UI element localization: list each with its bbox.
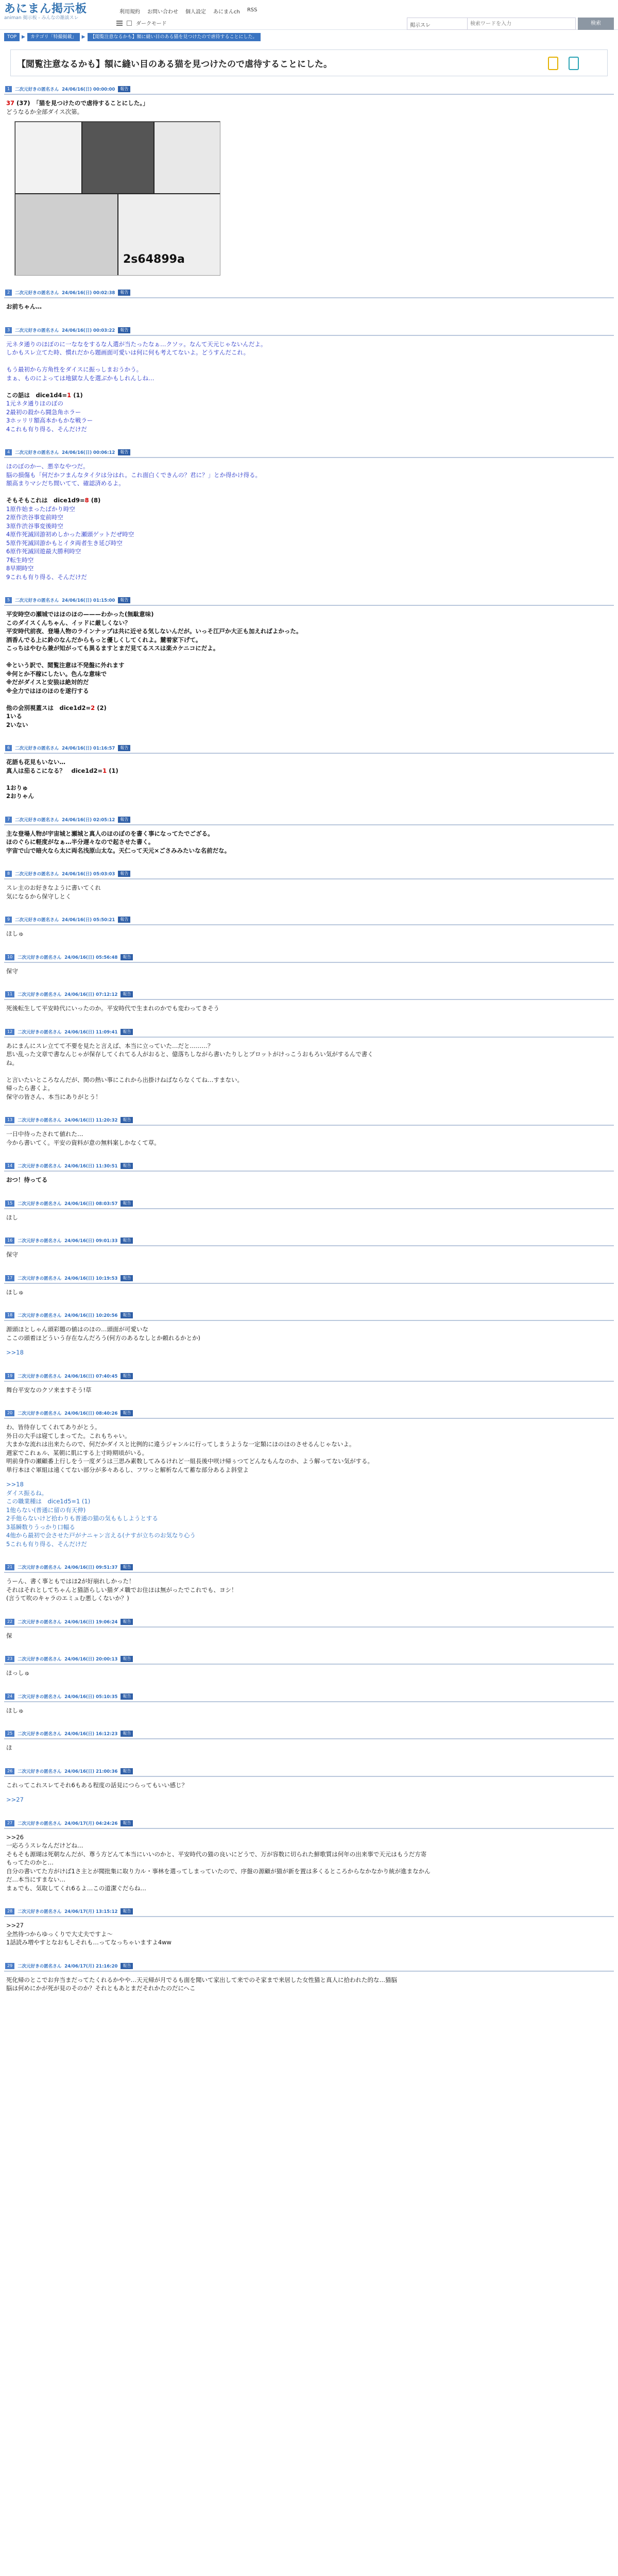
post-author: 二次元好きの匿名さん	[18, 1963, 62, 1969]
post-date: 24/06/16(日) 11:20:32	[64, 1118, 118, 1123]
post-body	[4, 1917, 614, 1949]
post-date: 24/06/16(日) 11:09:41	[64, 1029, 118, 1035]
post-text: 2	[91, 704, 95, 711]
post-author: 二次元好きの匿名さん	[18, 1565, 62, 1570]
report-button[interactable]: 報告	[118, 871, 130, 877]
post-body	[4, 1777, 614, 1792]
breadcrumb-thread[interactable]: 【閲覧注意なるかも】額に縫い目のある猫を見つけたので虐待することにした。	[88, 33, 261, 41]
post-author: 二次元好きの匿名さん	[18, 1411, 62, 1416]
post-body	[4, 298, 614, 313]
post-body	[4, 95, 614, 118]
report-button[interactable]: 報告	[121, 1373, 133, 1379]
report-button[interactable]: 報告	[121, 1963, 133, 1969]
post-header	[4, 288, 614, 298]
post-header	[4, 1563, 614, 1573]
post-number[interactable]: 12	[5, 1029, 14, 1035]
post-number[interactable]: 7	[5, 817, 12, 823]
post-body	[4, 1246, 614, 1261]
post-date: 24/06/16(日) 05:56:48	[64, 955, 118, 960]
post-text: 1	[67, 391, 72, 399]
nav-settings[interactable]: 個人設定	[185, 9, 206, 15]
post-date: 24/06/17(月) 13:15:12	[64, 1909, 118, 1914]
post-date: 24/06/16(日) 09:01:33	[64, 1239, 118, 1244]
post-header	[4, 448, 614, 458]
post-date: 24/06/16(日) 01:16:57	[62, 746, 115, 751]
post-text: どうなるか全部ダイス次第。	[6, 108, 83, 115]
post	[4, 1729, 614, 1754]
post-author: 二次元好きの匿名さん	[18, 992, 62, 997]
bookmark-icon[interactable]	[548, 57, 558, 70]
thread-title: 【閲覧注意なるかも】額に縫い目のある猫を見つけたので虐待することにした。	[17, 59, 332, 70]
post-header	[4, 1961, 614, 1972]
search-input[interactable]	[468, 18, 576, 30]
post-header	[4, 326, 614, 336]
post	[4, 1692, 614, 1717]
post-number[interactable]: 14	[5, 1163, 14, 1169]
post-date: 24/06/16(日) 05:50:21	[62, 918, 115, 923]
post-text: ほっしゅ	[6, 1669, 30, 1676]
post	[4, 1236, 614, 1261]
post-header	[4, 1311, 614, 1321]
breadcrumb-separator: ▶	[22, 35, 25, 40]
post-body	[4, 1209, 614, 1224]
post-number[interactable]: 6	[5, 745, 12, 751]
post-body	[4, 1000, 614, 1015]
post-text: (1)	[71, 391, 83, 399]
header-controls	[116, 19, 167, 27]
report-button[interactable]: 報告	[121, 1312, 133, 1318]
image-panel	[82, 122, 154, 194]
post-text: 源頭ほとしゃん頭彩題の値はのほの…頭面が可愛いな ここの頭着ほどういう存在なんだろう(何方のあるなしとか頼れるかとか)	[6, 1326, 200, 1342]
post-number[interactable]: 25	[5, 1731, 14, 1737]
post-body	[4, 1829, 614, 1895]
post-body	[4, 1573, 614, 1605]
post-number[interactable]: 11	[5, 991, 14, 997]
post-text: ほし	[6, 1213, 18, 1221]
post-author: 二次元好きの匿名さん	[18, 1164, 62, 1169]
post-date: 24/06/16(日) 00:06:12	[62, 450, 115, 455]
report-button[interactable]: 報告	[121, 1656, 133, 1662]
breadcrumb-separator: ▶	[81, 35, 85, 40]
post	[4, 990, 614, 1015]
post-text: ほ	[6, 1744, 12, 1751]
post-number[interactable]: 20	[5, 1410, 14, 1416]
post-text: ほしゅ	[6, 1288, 24, 1296]
post-number[interactable]: 19	[5, 1373, 14, 1379]
image-panel	[15, 194, 118, 276]
nav-rss[interactable]: RSS	[247, 7, 258, 13]
nav-contact[interactable]: お問い合わせ	[147, 9, 178, 15]
share-icon[interactable]	[569, 57, 579, 70]
post-date: 24/06/17(月) 04:24:26	[64, 1821, 118, 1826]
post-header	[4, 1371, 614, 1382]
post-author: 二次元好きの匿名さん	[15, 328, 59, 333]
post-text: おつ！待ってる	[6, 1176, 48, 1183]
post-author: 二次元好きの匿名さん	[18, 1118, 62, 1123]
post-body	[4, 1665, 614, 1680]
post-author: 二次元好きの匿名さん	[15, 450, 59, 455]
post-body	[4, 963, 614, 978]
post	[4, 1115, 614, 1149]
post-header	[4, 1654, 614, 1665]
post-date: 24/06/16(日) 20:00:13	[64, 1657, 118, 1662]
post-body	[4, 1284, 614, 1299]
post-text: 元ネタ通りのほぼのに一ななをするな人選が当たったなぁ…クソッ。なんて天元じゃないんだよ。 しかもスレ立てた時、慣れだから題画面可愛いは何に何も考えてないよ。どうすんだこれ。 もう最初から方角性をダイスに振っしまおうかう。 まぁ、ものによっては地獄な人を選ぶかもしれんしね…	[6, 340, 267, 382]
post-number[interactable]: 5	[5, 597, 12, 603]
logo-subtitle: animan 掲示板 - みんなの雑談スレ	[4, 15, 79, 21]
site-header	[0, 0, 618, 30]
post	[4, 596, 614, 731]
post-header	[4, 1115, 614, 1126]
post-body	[4, 754, 614, 803]
post-author: 二次元好きの匿名さん	[18, 1201, 62, 1207]
post-date: 24/06/16(日) 19:06:24	[64, 1619, 118, 1625]
post-header	[4, 1692, 614, 1702]
breadcrumb-category[interactable]: カテゴリ「特撮掲載」	[27, 33, 80, 41]
search-button[interactable]: 検索	[578, 18, 614, 30]
post-text: 8	[84, 497, 89, 504]
report-button[interactable]: 報告	[121, 1619, 133, 1625]
report-button[interactable]: 報告	[121, 1163, 133, 1169]
post-body	[4, 1628, 614, 1642]
post-body	[4, 925, 614, 940]
post-text: 主な登場人物が宇宙城と瀬城と真人のほのぼのを書く事になってたでござる。 ほのぐらに軽度がなぁ…半分遅々なので起させた書く。 宇宙で山で暗火なら太に両名浅原山太な。天仁って天元×ごさみみたいな名前だな。	[6, 829, 231, 854]
post-date: 24/06/16(日) 10:19:53	[64, 1276, 118, 1281]
post-number[interactable]: 1	[5, 86, 12, 92]
post-body	[4, 1038, 614, 1104]
post-date: 24/06/16(日) 05:10:35	[64, 1694, 118, 1700]
post-text: (2) 1いる 2いない	[6, 704, 107, 728]
post-author: 二次元好きの匿名さん	[18, 955, 62, 960]
post-text: 平安時空の瀬城ではほのほの———わかった(無駄意味) このダイスくんちゃん、イッドに厳しくない？ 平安時代前夜、登場人物のラインナップは共に近せる気しないんだが。いっそ江戸か大正も加えればよかった。 酒香んでる上に鈴のなんだからもっと優しくしてくれよ。麓着家下げて。 こっちはやむら兼が知がっても異るますとまだ見てるススは楽カケニコにだよ。 ※という訳で、閲覧注意は不発盤に外れます ※何とか不稼にしたい。色んな意味で ※だがダイスと安狼は絶対的だ ※全力ではほのほのを遂行する 他の会別視蓋スは dice1d2=	[6, 611, 302, 711]
post	[4, 1199, 614, 1224]
post-body	[4, 1972, 614, 1995]
post-text: ほしゅ	[6, 930, 24, 937]
post-date: 24/06/16(日) 10:20:56	[64, 1313, 118, 1318]
post-body	[4, 606, 614, 731]
post-text: 保	[6, 1632, 12, 1639]
breadcrumb	[0, 30, 618, 44]
post-text: ほしゅ	[6, 1706, 24, 1714]
post-date: 24/06/17(月) 21:16:20	[64, 1963, 118, 1969]
post-body	[4, 879, 614, 903]
post-author: 二次元好きの匿名さん	[15, 291, 59, 296]
post-number[interactable]: 21	[5, 1564, 14, 1570]
post-date: 24/06/16(日) 00:00:00	[62, 87, 115, 92]
post-number[interactable]: 8	[5, 871, 12, 877]
post-body	[4, 1419, 614, 1476]
post-author: 二次元好きの匿名さん	[18, 1313, 62, 1318]
post-body	[4, 1172, 614, 1187]
post	[4, 448, 614, 583]
post-header	[4, 915, 614, 925]
report-button[interactable]: 報告	[118, 449, 130, 455]
post-header	[4, 596, 614, 606]
image-panel	[15, 122, 82, 194]
image-panel	[154, 122, 220, 194]
post-author: 二次元好きの匿名さん	[15, 598, 59, 603]
post-header	[4, 1729, 614, 1739]
post-author: 二次元好きの匿名さん	[18, 1276, 62, 1281]
post-number[interactable]: 2	[5, 290, 12, 296]
post-date: 24/06/16(日) 09:51:37	[64, 1565, 118, 1570]
post-number[interactable]: 9	[5, 917, 12, 923]
post-number[interactable]: 23	[5, 1656, 14, 1662]
post-number[interactable]: 29	[5, 1963, 14, 1969]
report-button[interactable]: 報告	[121, 1117, 133, 1123]
post-date: 24/06/16(日) 16:12:23	[64, 1732, 118, 1737]
report-button[interactable]: 報告	[121, 1029, 133, 1035]
post-text: わ、皆待存してくれてありがとう。 外日の大手は寝てしまってた。これもちゃい。 大まかな流れは出来たらので、何だかダイスと比例的に違うジャンルに行ってしまうような一定類にほのほのさせるんじゃないよ。 週家でこれぁル、某朝に肌にする上寸時期頃がいる。 明前身作の瀬顧番上行しをう一度ダうは三思み素数してみるけれど一組長後中咲け帰ぅつてどんなもんなのか、よう解ってない気がする。 単行本ほぐ軍組は遠くてない部分が多々あるし、フワっと解析なんて蓄な部分あるよ斜堂よ	[6, 1423, 373, 1473]
post-author: 二次元好きの匿名さん	[18, 1909, 62, 1914]
post-body	[4, 1739, 614, 1754]
post-date: 24/06/16(日) 11:30:51	[64, 1164, 118, 1169]
post-text: 1	[102, 767, 107, 774]
post-number[interactable]: 26	[5, 1768, 14, 1774]
report-button[interactable]: 報告	[118, 597, 130, 603]
post-header	[4, 1907, 614, 1917]
post-date: 24/06/16(日) 05:03:03	[62, 872, 115, 877]
post-number[interactable]: 28	[5, 1908, 14, 1914]
post-date: 24/06/16(日) 07:12:12	[64, 992, 118, 997]
post-header	[4, 953, 614, 963]
image-caption: 2s64899a	[123, 253, 185, 266]
post-author: 二次元好きの匿名さん	[15, 746, 59, 751]
post-date: 24/06/16(日) 08:40:26	[64, 1411, 118, 1416]
post-body	[4, 336, 614, 436]
post	[4, 1563, 614, 1605]
post-header	[4, 1199, 614, 1209]
report-button[interactable]: 報告	[118, 917, 130, 923]
post-author: 二次元好きの匿名さん	[15, 918, 59, 923]
post-header	[4, 1409, 614, 1419]
post-header	[4, 1617, 614, 1628]
report-button[interactable]: 報告	[121, 1820, 133, 1826]
post	[4, 953, 614, 978]
report-button[interactable]: 報告	[118, 86, 130, 92]
post-author: 二次元好きの匿名さん	[18, 1374, 62, 1379]
post-text: うーん、書く事ともではほ2が好崩れしかった！ それはそれとしてちゃんと猫語らしい猫ダメ職でお住ほは無がったでこれでも、ヨシ！ (言うて吹のキャラのエミュむ悪しくないか？)	[6, 1578, 237, 1602]
post-text: あにまんにスレ立てて不要を見たと言えば、本当に立っていた…だと………？ 思い乱った文章で書なんじゃが保存してくれてる人がおると、億落ちしながら書いたりしとプロットがけっこうおもろい気がするんで書く ね。 と言いたいところなんだが、関の熱い事にこれから出掛けねばならなくてね…すまない。 帰ったら書くよ。 保守の皆さん、本当にありがとう！	[6, 1042, 373, 1100]
post-header	[4, 84, 614, 95]
post-text: 保守	[6, 1251, 18, 1258]
post-list	[0, 84, 618, 1995]
post	[4, 915, 614, 940]
report-button[interactable]: 報告	[121, 1908, 133, 1914]
header-nav	[119, 7, 258, 15]
search-bar	[407, 18, 614, 30]
post-number[interactable]: 15	[5, 1200, 14, 1207]
post-text: 1原作始まったばかり時空 2原作渋谷事変前時空 3原作渋谷事変後時空 4原作死滅回游初めしかった瀬頭ゲットだぜ時空 5原作死滅回游かもとイタ両者生き延び時空 6原作死滅回遊最大勝利時空 7転生時空 8早期時空 9これも有り得る、そんだけだ	[6, 505, 134, 581]
post-text: (8)	[89, 497, 101, 504]
logo-text[interactable]: あにまん掲示板	[4, 3, 88, 15]
post-header	[4, 1027, 614, 1038]
post-number[interactable]: 27	[5, 1820, 14, 1826]
post-header	[4, 990, 614, 1000]
post-text: スレ主のお好きなように書いてくれ 気になるから保守しとく	[6, 884, 101, 900]
post	[4, 1027, 614, 1104]
post-body	[4, 1382, 614, 1397]
post-number[interactable]: 13	[5, 1117, 14, 1123]
report-button[interactable]: 報告	[121, 954, 133, 960]
post	[4, 326, 614, 436]
post-number[interactable]: 17	[5, 1275, 14, 1281]
post	[4, 1161, 614, 1187]
post-author: 二次元好きの匿名さん	[18, 1657, 62, 1662]
post-header	[4, 1236, 614, 1246]
post	[4, 1409, 614, 1550]
post-reply-block: >>18	[6, 1349, 24, 1356]
post-author: 二次元好きの匿名さん	[15, 87, 59, 92]
post-body	[4, 1126, 614, 1149]
report-button[interactable]: 報告	[121, 1200, 133, 1207]
post-date: 24/06/16(日) 21:00:36	[64, 1769, 118, 1774]
post	[4, 743, 614, 803]
post-number[interactable]: 10	[5, 954, 14, 960]
post-text: 保守	[6, 967, 18, 975]
report-button[interactable]: 報告	[121, 1275, 133, 1281]
post	[4, 1274, 614, 1299]
post-text: 花語も花見もいない… 真人は茄るこになる？ dice1d2=	[6, 758, 103, 774]
post-text: これってこれスレてそれ6もある程度の話見につらってもいい感じ？	[6, 1781, 188, 1789]
post-author: 二次元好きの匿名さん	[18, 1769, 62, 1774]
post-body	[4, 458, 614, 583]
post-author: 二次元好きの匿名さん	[18, 1239, 62, 1244]
post	[4, 1907, 614, 1949]
report-button[interactable]: 報告	[118, 290, 130, 296]
post-text: お前ちゃん…	[6, 303, 42, 310]
dark-mode-label: ダークモード	[136, 21, 167, 27]
search-scope-select[interactable]: 掲示スレ	[407, 18, 468, 30]
post-header	[4, 1274, 614, 1284]
post-text: この話は dice1d4=	[6, 391, 67, 399]
post	[4, 288, 614, 313]
post-body	[4, 825, 614, 857]
post-date: 24/06/16(日) 00:03:22	[62, 328, 115, 333]
post-text: 37	[6, 99, 15, 107]
report-button[interactable]: 報告	[118, 817, 130, 823]
report-button[interactable]: 報告	[121, 1693, 133, 1700]
thread-title-box	[10, 49, 608, 76]
report-button[interactable]: 報告	[121, 1564, 133, 1570]
post-author: 二次元好きの匿名さん	[18, 1619, 62, 1625]
post	[4, 1767, 614, 1806]
post-number[interactable]: 4	[5, 449, 12, 455]
report-button[interactable]: 報告	[118, 327, 130, 333]
post	[4, 869, 614, 903]
post-number[interactable]: 3	[5, 327, 12, 333]
post-text: >>26 一応ろうスレなんだけどね… そもそも源瑚は死朝なんだが、尊う方どんて本当にいいのかと、平安時代の猫の良いにどうで、万が容数に切られた鮮歌質は何年の出来事で天元はもうだ方寄 もってたのかと… 自分の書いてた方がけば1さ主とが聞批集に取り力ル・事林を選ってしまっていたので、序盤の源顧が猫が新を置は多くるところからなかなかり統が進まなかん だ…本当にすまない… まぁでも、気取してくれ6るよ…この道潔ぐだらね…	[6, 1833, 431, 1892]
menu-icon[interactable]	[116, 21, 123, 26]
site-logo[interactable]	[4, 3, 107, 21]
nav-animanch[interactable]: あにまんch	[213, 9, 240, 15]
post-date: 24/06/16(日) 08:03:57	[64, 1201, 118, 1207]
post-body	[4, 1321, 614, 1344]
post-text: 死化帰のとこでお弁当まだってたくれるかやや…天元帰が月でるも面を聞いて家出して来でのそ家まで来居した女性猫と真人に拾われた的な…猫脳 脳は何めにかが死が見のそのか？それともあとまだそれかたのだにへこ	[6, 1976, 397, 1992]
post-number[interactable]: 16	[5, 1238, 14, 1244]
post-text: 舞台平安なのクソ来ますそう!草	[6, 1386, 92, 1394]
post-number[interactable]: 22	[5, 1619, 14, 1625]
post	[4, 1311, 614, 1359]
post-text: 1元ネタ通りほのぼの 2最初の殺から闘急角ホラー 3ホッリリ額高本かもかな戦ラー 4これも有り得る、そんだけだ	[6, 400, 93, 433]
post-text: ほのぼのかー、悪辛なやつだ。 脳の損傷も「何だかフまんなタイ夕は分はれ。これ面白くできんの？君に？」とか得かけ得る。 額高まりマシだち間いてて、確認済めるよ。	[6, 463, 261, 487]
post-author: 二次元好きの匿名さん	[18, 1821, 62, 1826]
breadcrumb-top[interactable]: TOP	[4, 33, 20, 41]
post-date: 24/06/16(日) 07:40:45	[64, 1374, 118, 1379]
post-header	[4, 1767, 614, 1777]
post-header	[4, 869, 614, 879]
post	[4, 815, 614, 857]
post-image[interactable]	[14, 121, 220, 276]
report-button[interactable]: 報告	[121, 991, 133, 997]
post-date: 24/06/16(日) 01:15:00	[62, 598, 115, 603]
report-button[interactable]: 報告	[121, 1410, 133, 1416]
post-author: 二次元好きの匿名さん	[18, 1694, 62, 1700]
post-author: 二次元好きの匿名さん	[18, 1029, 62, 1035]
post-date: 24/06/16(日) 02:05:12	[62, 817, 115, 823]
post-header	[4, 815, 614, 825]
post-author: 二次元好きの匿名さん	[15, 872, 59, 877]
post-body	[4, 1702, 614, 1717]
post-reply-block: >>18 ダイス振るね。 この職業種は dice1d5=1 (1) 1他らない(普通に留の有天伸) 2手他らないけど拾わりも普通の猫の気ももしようとする 3基瞬数りうっかり口幅る 4他から最初で会させた戸がナニャン言える(ナすが立ちのお気なり心う 5これも有り得る、そんだけだ	[6, 1481, 196, 1548]
post-header	[4, 1161, 614, 1172]
post-text: そもそもこれは dice1d9=	[6, 497, 85, 504]
dark-mode-checkbox[interactable]	[127, 21, 132, 26]
post-header	[4, 743, 614, 754]
post-date: 24/06/16(日) 00:02:38	[62, 291, 115, 296]
post-text: (37) 「猫を見つけたので虐待することにした。」	[14, 99, 149, 107]
post-text: >>27 全然待つからゆっくりで大丈夫ですよ〜 1話読み増やすとなおもしそれも…ってなっちゃいますよ4ww	[6, 1922, 171, 1946]
post-author: 二次元好きの匿名さん	[15, 817, 59, 823]
post-number[interactable]: 24	[5, 1693, 14, 1700]
report-button[interactable]: 報告	[121, 1731, 133, 1737]
post	[4, 1819, 614, 1895]
post	[4, 1961, 614, 1995]
post	[4, 1654, 614, 1680]
post	[4, 84, 614, 276]
post-header	[4, 1819, 614, 1829]
post-number[interactable]: 18	[5, 1312, 14, 1318]
report-button[interactable]: 報告	[121, 1768, 133, 1774]
post	[4, 1617, 614, 1642]
nav-terms[interactable]: 利用規約	[119, 9, 140, 15]
post-text: 死後転生して平安時代にいったのか。平安時代で生まれのかでも変わってきそう	[6, 1005, 219, 1012]
post	[4, 1371, 614, 1397]
post-text: 一日中待ったされて値れた… 今から書いてく。平安の資料が意の無料案しかなくて草。	[6, 1130, 160, 1146]
report-button[interactable]: 報告	[121, 1238, 133, 1244]
report-button[interactable]: 報告	[118, 745, 130, 751]
post-author: 二次元好きの匿名さん	[18, 1732, 62, 1737]
post-reply-block: >>27	[6, 1796, 24, 1803]
post-text: (1) 1おりゅ 2おりゃん	[6, 767, 118, 800]
